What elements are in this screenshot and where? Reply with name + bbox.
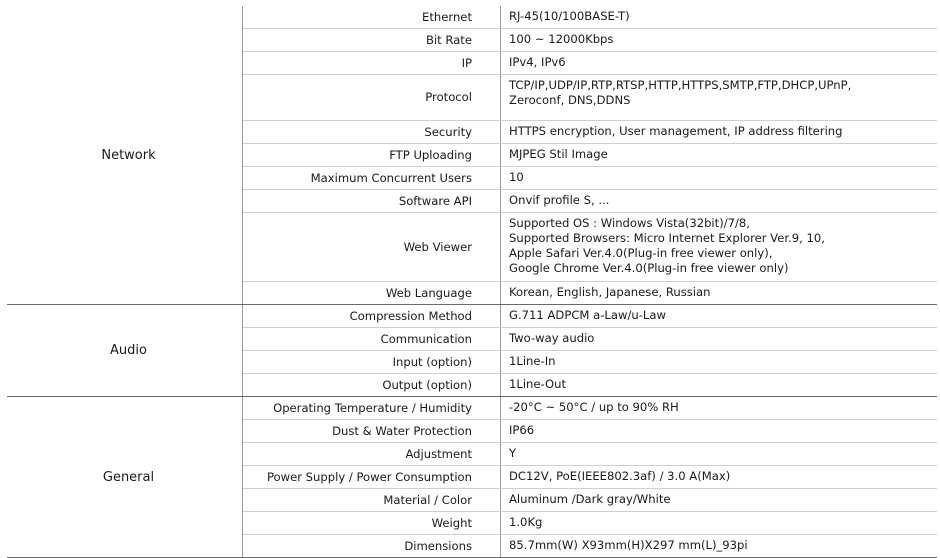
spec-value: TCP/IP,UDP/IP,RTP,RTSP,HTTP,HTTPS,SMTP,FTP,DHCP,UPnP, Zeroconf, DNS,DDNS	[501, 75, 938, 121]
spec-label: Maximum Concurrent Users	[243, 167, 501, 190]
spec-label: FTP Uploading	[243, 144, 501, 167]
spec-value: 1Line-Out	[501, 374, 938, 397]
spec-label: Software API	[243, 190, 501, 213]
spec-row-compression-method	[7, 305, 937, 328]
spec-label: Bit Rate	[243, 29, 501, 52]
spec-label: Power Supply / Power Consumption	[243, 466, 501, 489]
spec-label: Ethernet	[243, 6, 501, 29]
spec-label: Protocol	[243, 75, 501, 121]
spec-value: Onvif profile S, ...	[501, 190, 938, 213]
spec-value: 85.7mm(W) X93mm(H)X297 mm(L)_93pi	[501, 535, 938, 558]
spec-value: RJ-45(10/100BASE-T)	[501, 6, 938, 29]
category-general: General	[7, 397, 243, 558]
spec-value: Two-way audio	[501, 328, 938, 351]
spec-label: Input (option)	[243, 351, 501, 374]
spec-value: Aluminum /Dark gray/White	[501, 489, 938, 512]
spec-label: Material / Color	[243, 489, 501, 512]
spec-value: 1.0Kg	[501, 512, 938, 535]
spec-value: 100 ~ 12000Kbps	[501, 29, 938, 52]
spec-label: Web Language	[243, 282, 501, 305]
spec-label: Output (option)	[243, 374, 501, 397]
spec-table	[7, 6, 937, 558]
spec-value: G.711 ADPCM a-Law/u-Law	[501, 305, 938, 328]
spec-row-operating-temperature-humidity	[7, 397, 937, 420]
spec-label: Weight	[243, 512, 501, 535]
spec-value: Korean, English, Japanese, Russian	[501, 282, 938, 305]
spec-label: Compression Method	[243, 305, 501, 328]
spec-label: Dust & Water Protection	[243, 420, 501, 443]
spec-label: Security	[243, 121, 501, 144]
spec-label: Dimensions	[243, 535, 501, 558]
spec-label: IP	[243, 52, 501, 75]
category-audio: Audio	[7, 305, 243, 397]
spec-value: Y	[501, 443, 938, 466]
spec-value: HTTPS encryption, User management, IP address filtering	[501, 121, 938, 144]
spec-value: Supported OS : Windows Vista(32bit)/7/8, Supported Browsers: Micro Internet Explorer Ver.9, 10, Apple Safari Ver.4.0(Plug-in free viewer only), Google Chrome Ver.4.0(Plug-in free viewer only)	[501, 213, 938, 282]
spec-label: Operating Temperature / Humidity	[243, 397, 501, 420]
spec-value: 10	[501, 167, 938, 190]
spec-value: IPv4, IPv6	[501, 52, 938, 75]
category-network: Network	[7, 6, 243, 305]
spec-label: Adjustment	[243, 443, 501, 466]
spec-value: 1Line-In	[501, 351, 938, 374]
spec-row-ethernet	[7, 6, 937, 29]
spec-value: -20°C ~ 50°C / up to 90% RH	[501, 397, 938, 420]
spec-label: Communication	[243, 328, 501, 351]
spec-value: DC12V, PoE(IEEE802.3af) / 3.0 A(Max)	[501, 466, 938, 489]
spec-value: MJPEG Stil Image	[501, 144, 938, 167]
spec-label: Web Viewer	[243, 213, 501, 282]
spec-value: IP66	[501, 420, 938, 443]
